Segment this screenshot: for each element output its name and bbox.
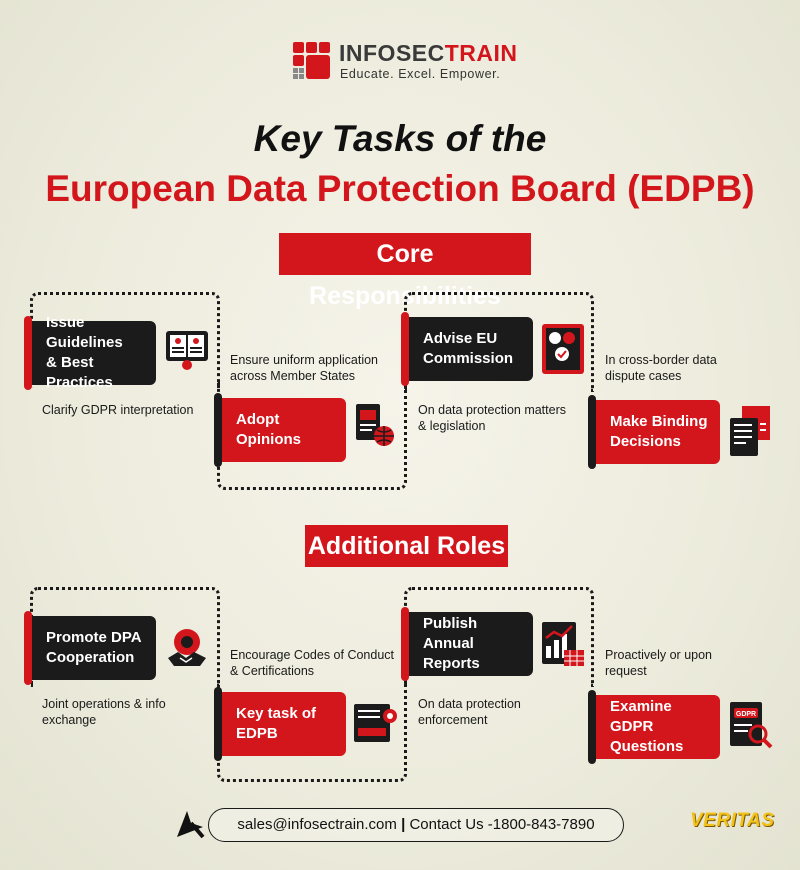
note-examine-gdpr-questions: Proactively or upon request xyxy=(605,648,713,678)
card-adopt-opinions: Adopt Opinions xyxy=(220,398,346,462)
note-advise-eu-commission: On data protection matters & legislation xyxy=(418,403,566,433)
cursor-arrow-icon xyxy=(173,807,207,841)
card-make-binding-decisions: Make Binding Decisions xyxy=(594,400,720,464)
brand-logo-mark-icon xyxy=(293,42,331,80)
card-advise-eu-commission: Advise EU Commission xyxy=(407,317,533,381)
card-issue-guidelines: Issue Guidelines & Best Practices xyxy=(30,321,156,385)
page-title-line2: European Data Protection Board (EDPB) xyxy=(45,168,755,209)
note-key-task-of-edpb: Encourage Codes of Conduct & Certifications xyxy=(230,648,394,678)
binding-document-icon xyxy=(728,404,772,460)
contact-email[interactable]: sales@infosectrain.com xyxy=(237,816,397,833)
brand-tagline: Educate. Excel. Empower. xyxy=(340,67,501,81)
card-publish-annual-reports: Publish Annual Reports xyxy=(407,612,533,676)
certificate-icon xyxy=(352,700,398,746)
note-issue-guidelines: Clarify GDPR interpretation xyxy=(42,403,194,417)
book-guidelines-icon xyxy=(164,325,210,371)
contact-phone[interactable]: Contact Us -1800-843-7890 xyxy=(409,816,595,833)
card-promote-dpa-cooperation: Promote DPA Cooperation xyxy=(30,616,156,680)
svg-text:GDPR: GDPR xyxy=(735,711,757,718)
report-chart-icon xyxy=(540,620,586,668)
note-publish-annual-reports: On data protection enforcement xyxy=(418,697,521,727)
note-make-binding-decisions: In cross-border data dispute cases xyxy=(605,353,717,383)
brand-name: INFOSECTRAIN xyxy=(339,40,518,66)
document-globe-icon xyxy=(352,402,398,448)
core-responsibilities-label: Core Responsibilities xyxy=(279,233,531,275)
note-adopt-opinions: Ensure uniform application across Member States xyxy=(230,353,378,383)
contact-bar[interactable] xyxy=(208,808,624,842)
page-title-line1: Key Tasks of the xyxy=(253,118,547,159)
advice-document-icon xyxy=(540,322,590,378)
gdpr-search-icon xyxy=(728,700,774,752)
contact-separator: | xyxy=(401,816,406,833)
note-promote-dpa-cooperation: Joint operations & info exchange xyxy=(42,697,166,727)
card-key-task-of-edpb: Key task of EDPB xyxy=(220,692,346,756)
additional-roles-label: Additional Roles xyxy=(305,525,508,567)
brand-logo xyxy=(293,40,523,82)
partner-logo: VERITAS xyxy=(690,810,775,831)
card-examine-gdpr-questions: Examine GDPR Questions xyxy=(594,695,720,759)
handshake-gear-icon xyxy=(164,624,210,670)
